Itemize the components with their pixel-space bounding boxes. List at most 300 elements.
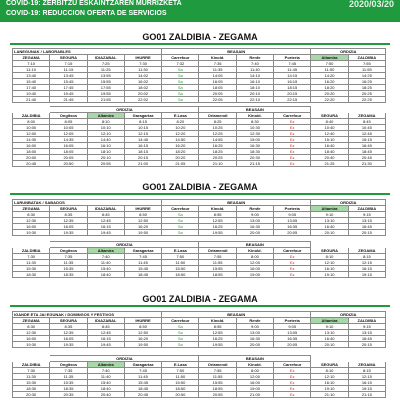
table-row [13, 230, 386, 236]
time-cell: 12:55 [199, 330, 236, 336]
stop-header: Garagartza [124, 362, 161, 368]
time-cell: 7:50 [162, 368, 199, 374]
time-cell: 16:05 [50, 143, 87, 149]
time-cell: 22:05 [199, 97, 236, 103]
time-cell: 20:45 [13, 161, 50, 167]
time-cell: 14:30 [13, 137, 50, 143]
time-cell: Ez [274, 380, 311, 386]
time-cell: 7:50 [311, 61, 348, 67]
time-cell: 20:05 [199, 91, 236, 97]
time-cell: 11:55 [199, 374, 236, 380]
time-cell: 10:20 [162, 125, 199, 131]
time-cell: 20:25 [348, 91, 385, 97]
time-cell: 9:10 [311, 324, 348, 330]
time-cell: 8:15 [124, 119, 161, 125]
time-cell: 22:15 [274, 97, 311, 103]
time-cell: Ez [274, 161, 311, 167]
header-title-basque: COVID-19: ZERBITZU ESKAINTZAREN MURRIZKETA [6, 0, 182, 7]
time-cell: Ez [274, 368, 311, 374]
timetable-outbound [12, 311, 386, 348]
time-cell: 16:15 [348, 380, 385, 386]
time-cell: 15:35 [50, 266, 87, 272]
time-cell: 14:50 [162, 137, 199, 143]
stop-header: Carrefour [274, 113, 311, 119]
stop-header: Altamira [311, 55, 348, 61]
time-cell: Sa [162, 91, 199, 97]
day-label: LANEGUNAK / LABORABLES [13, 49, 162, 55]
time-cell: 15:55 [87, 79, 124, 85]
stop-header: E.Lasa [162, 248, 199, 254]
time-cell: 14:20 [311, 73, 348, 79]
time-cell: 15:40 [13, 79, 50, 85]
stop-header: ZALDIBIA [348, 55, 385, 61]
stop-header: Kinold. [236, 362, 273, 368]
time-cell: 7:55 [199, 368, 236, 374]
stop-header: SEGURA [311, 113, 348, 119]
time-cell: 13:10 [311, 218, 348, 224]
time-cell: 12:55 [199, 218, 236, 224]
group-header-beasain: BEASAIN [162, 200, 311, 206]
time-cell: 11:55 [199, 260, 236, 266]
table-row [13, 272, 386, 278]
time-cell: 22:02 [124, 97, 161, 103]
time-cell: 16:25 [348, 79, 385, 85]
group-header-beasain: BEASAIN [199, 107, 311, 113]
time-cell: 20:40 [87, 392, 124, 398]
time-cell: 15:10 [311, 137, 348, 143]
time-cell: 19:35 [50, 342, 87, 348]
header-date: 2020/03/20 [348, 0, 394, 9]
time-cell: 10:25 [199, 125, 236, 131]
route-title: GO01 ZALDIBIA - ZEGAMA [142, 294, 258, 304]
time-cell: 19:35 [50, 230, 87, 236]
time-cell: 11:15 [50, 67, 87, 73]
time-cell: 11:25 [87, 67, 124, 73]
time-cell: 13:15 [348, 218, 385, 224]
time-cell: 11:40 [87, 260, 124, 266]
time-cell: 8:50 [124, 212, 161, 218]
time-cell: 7:40 [87, 368, 124, 374]
stop-header: SEGURA [311, 362, 348, 368]
time-cell: Ez [274, 125, 311, 131]
time-cell: 16:30 [236, 336, 273, 342]
stop-header: Porteria [274, 55, 311, 61]
time-cell: 18:50 [162, 272, 199, 278]
time-cell: 8:10 [87, 119, 124, 125]
time-cell: 18:30 [13, 386, 50, 392]
time-cell: 21:00 [236, 392, 273, 398]
time-cell: 20:45 [348, 155, 385, 161]
time-cell: 18:20 [162, 149, 199, 155]
timetable-inbound [12, 106, 386, 167]
time-cell: 7:45 [124, 368, 161, 374]
group-header-ordizia: ORDIZIA [50, 242, 199, 248]
stop-header: Altamira [311, 318, 348, 324]
stop-header: SEGURA [50, 206, 87, 212]
time-cell: 20:10 [311, 230, 348, 236]
group-header-ordizia: ORDIZIA [311, 49, 386, 55]
stop-header: Carrefour [162, 55, 199, 61]
time-cell: 20:25 [199, 155, 236, 161]
stop-header: ZEGAMA [13, 55, 50, 61]
time-cell: 13:10 [311, 330, 348, 336]
time-cell: Ez [274, 374, 311, 380]
time-cell: 18:00 [13, 149, 50, 155]
day-label: IGANDE ETA JAI EGUNAK / DOMINGOS Y FESTIVOS [13, 312, 162, 318]
time-cell: 16:15 [124, 143, 161, 149]
stop-header: Porteria [274, 318, 311, 324]
time-cell: 7:35 [50, 368, 87, 374]
time-cell: 20:30 [236, 155, 273, 161]
time-cell: 10:15 [124, 125, 161, 131]
time-cell: 16:00 [236, 266, 273, 272]
time-cell: 15:45 [124, 380, 161, 386]
time-cell: 11:30 [124, 67, 161, 73]
time-cell: 15:45 [50, 79, 87, 85]
time-cell: Sa [162, 212, 199, 218]
time-cell: 20:15 [348, 230, 385, 236]
time-cell: 18:45 [124, 272, 161, 278]
stop-header: Garagartza [124, 248, 161, 254]
time-cell: 20:00 [236, 230, 273, 236]
time-cell: 14:25 [348, 73, 385, 79]
time-cell: Sa [162, 73, 199, 79]
stop-header: Renfe [236, 55, 273, 61]
time-cell: 20:50 [162, 392, 199, 398]
time-cell: 7:40 [87, 254, 124, 260]
time-cell: 19:50 [124, 230, 161, 236]
group-header-ordizia: ORDIZIA [50, 107, 199, 113]
time-cell: 12:45 [87, 330, 124, 336]
time-cell: 7:30 [124, 61, 161, 67]
day-label: LARUNBATAK / SABADOS [13, 200, 162, 206]
time-cell: 14:45 [124, 137, 161, 143]
time-cell: 13:15 [348, 330, 385, 336]
time-cell: 9:15 [348, 324, 385, 330]
time-cell: 19:00 [236, 386, 273, 392]
stop-header: SEGURA [50, 318, 87, 324]
time-cell: 12:45 [348, 131, 385, 137]
time-cell: 14:02 [124, 73, 161, 79]
timetable-inbound [12, 241, 386, 278]
time-cell: 13:00 [236, 218, 273, 224]
time-cell: 18:05 [50, 149, 87, 155]
route-title: GO01 ZALDIBIA - ZEGAMA [142, 182, 258, 192]
time-cell: 8:35 [50, 324, 87, 330]
table-row [13, 392, 386, 398]
time-cell: 16:00 [236, 380, 273, 386]
time-cell: 12:30 [236, 131, 273, 137]
stop-header: Kinold. [199, 55, 236, 61]
time-cell: 14:35 [50, 137, 87, 143]
time-cell: 20:05 [50, 155, 87, 161]
stop-header: IDIAZABAL [87, 55, 124, 61]
time-cell: Sa [162, 67, 199, 73]
time-cell: 10:30 [236, 125, 273, 131]
time-cell: 20:05 [274, 342, 311, 348]
stop-header: ZEGAMA [348, 362, 385, 368]
stop-header: ZEGAMA [348, 248, 385, 254]
time-cell: 16:35 [274, 336, 311, 342]
stop-header: Carrefour [274, 362, 311, 368]
time-cell: 8:15 [348, 254, 385, 260]
time-cell: 10:00 [13, 125, 50, 131]
time-cell: 7:25 [87, 61, 124, 67]
time-cell: 19:55 [87, 91, 124, 97]
time-cell: 16:05 [50, 224, 87, 230]
group-header-beasain: BEASAIN [162, 49, 311, 55]
time-cell: 17:55 [87, 85, 124, 91]
time-cell: 21:25 [311, 161, 348, 167]
time-cell: 16:05 [199, 79, 236, 85]
time-cell: Sa [162, 79, 199, 85]
time-cell: 14:40 [87, 137, 124, 143]
time-cell: 18:05 [199, 85, 236, 91]
time-cell: 19:40 [13, 91, 50, 97]
group-header-beasain: BEASAIN [199, 356, 311, 362]
time-cell: 16:25 [199, 224, 236, 230]
time-cell: 16:15 [87, 224, 124, 230]
group-header-beasain: BEASAIN [199, 242, 311, 248]
time-cell: 20:15 [348, 342, 385, 348]
time-cell: 21:15 [348, 392, 385, 398]
time-cell: 12:00 [236, 374, 273, 380]
time-cell: Ez [274, 155, 311, 161]
time-cell: Ez [274, 137, 311, 143]
time-cell: 12:00 [236, 260, 273, 266]
time-cell: Sa [162, 85, 199, 91]
time-cell: 20:15 [124, 155, 161, 161]
time-cell: 21:00 [124, 161, 161, 167]
stop-header: Oriamendi [199, 362, 236, 368]
time-cell: 19:55 [199, 230, 236, 236]
time-cell: 12:05 [50, 131, 87, 137]
time-cell: 20:45 [124, 392, 161, 398]
stop-header: ZEGAMA [13, 206, 50, 212]
time-cell: 19:45 [87, 230, 124, 236]
time-cell: 16:10 [311, 380, 348, 386]
time-cell: 16:20 [124, 336, 161, 342]
group-header-ordizia: ORDIZIA [50, 356, 199, 362]
time-cell: Ez [274, 272, 311, 278]
stop-header: Ongitxos [50, 248, 87, 254]
time-cell: 8:45 [87, 324, 124, 330]
time-cell: 15:45 [124, 266, 161, 272]
timetable-outbound [12, 199, 386, 236]
timetable-outbound [12, 48, 386, 103]
time-cell: 9:05 [274, 324, 311, 330]
time-cell: 9:00 [236, 324, 273, 330]
time-cell: 8:35 [50, 212, 87, 218]
time-cell: 19:30 [13, 342, 50, 348]
time-cell: 8:40 [311, 119, 348, 125]
time-cell: 18:55 [199, 386, 236, 392]
time-cell: 11:50 [162, 374, 199, 380]
time-cell: 8:00 [13, 119, 50, 125]
time-cell: 7:32 [162, 61, 199, 67]
time-cell: 22:25 [348, 97, 385, 103]
time-cell: 12:00 [13, 131, 50, 137]
time-cell: 16:30 [236, 224, 273, 230]
time-cell: 15:50 [162, 380, 199, 386]
time-cell: 16:35 [274, 224, 311, 230]
stop-header: Garagartza [124, 113, 161, 119]
time-cell: 12:15 [348, 374, 385, 380]
time-cell: 8:20 [162, 119, 199, 125]
time-cell: 21:45 [50, 97, 87, 103]
time-cell: 8:45 [348, 119, 385, 125]
time-cell: Ez [274, 149, 311, 155]
time-cell: 7:45 [124, 254, 161, 260]
time-cell: 18:35 [50, 272, 87, 278]
time-cell: 8:05 [50, 119, 87, 125]
group-header-ordizia: ORDIZIA [311, 312, 386, 318]
time-cell: 10:05 [50, 125, 87, 131]
time-cell: 14:05 [199, 73, 236, 79]
table-row [13, 97, 386, 103]
time-cell: 12:50 [124, 218, 161, 224]
time-cell: 16:25 [199, 143, 236, 149]
time-cell: 16:05 [50, 336, 87, 342]
time-cell: 8:00 [236, 368, 273, 374]
time-cell: 20:55 [87, 161, 124, 167]
time-cell: 9:15 [348, 212, 385, 218]
stop-header: Altamira [87, 362, 124, 368]
stop-header: IDIAZABAL [87, 206, 124, 212]
time-cell: 16:00 [13, 143, 50, 149]
time-cell: 8:45 [87, 212, 124, 218]
time-cell: 21:40 [13, 97, 50, 103]
time-cell: 18:55 [199, 272, 236, 278]
time-cell: 7:55 [199, 254, 236, 260]
stop-header: Renfe [236, 318, 273, 324]
stop-header: Altamira [87, 113, 124, 119]
time-cell: 18:02 [124, 85, 161, 91]
time-cell: 13:45 [50, 73, 87, 79]
time-cell: 18:20 [311, 85, 348, 91]
time-cell: 16:15 [274, 79, 311, 85]
time-cell: Ez [274, 254, 311, 260]
time-cell: 8:00 [236, 254, 273, 260]
stop-header: ZEGAMA [348, 113, 385, 119]
time-cell: 14:10 [236, 73, 273, 79]
time-cell: 9:05 [274, 212, 311, 218]
time-cell: 18:30 [13, 272, 50, 278]
stop-header: Carrefour [162, 318, 199, 324]
time-cell: 21:15 [236, 161, 273, 167]
time-cell: 19:45 [87, 342, 124, 348]
time-cell: 19:10 [311, 386, 348, 392]
time-cell: 11:45 [124, 260, 161, 266]
time-cell: 21:30 [348, 161, 385, 167]
time-cell: 15:55 [199, 266, 236, 272]
time-cell: 10:40 [311, 125, 348, 131]
time-cell: 8:50 [124, 324, 161, 330]
stop-header: SEGURA [50, 55, 87, 61]
time-cell: Sa [162, 342, 199, 348]
time-cell: 8:55 [199, 324, 236, 330]
stop-header: Ongitxos [50, 113, 87, 119]
time-cell: 7:55 [348, 61, 385, 67]
stop-header: E.Lasa [162, 113, 199, 119]
time-cell: 15:30 [13, 380, 50, 386]
time-cell: 8:10 [311, 368, 348, 374]
time-cell: 8:10 [311, 254, 348, 260]
time-cell: 18:40 [87, 272, 124, 278]
stop-header: Kinold. [199, 318, 236, 324]
time-cell: 16:00 [13, 224, 50, 230]
time-cell: 13:40 [13, 73, 50, 79]
time-cell: 19:45 [50, 91, 87, 97]
time-cell: 16:25 [199, 336, 236, 342]
time-cell: 20:50 [50, 161, 87, 167]
time-cell: 18:30 [236, 149, 273, 155]
time-cell: 11:50 [311, 67, 348, 73]
time-cell: 18:15 [274, 85, 311, 91]
time-cell: 16:00 [13, 336, 50, 342]
time-cell: 20:00 [236, 342, 273, 348]
time-cell: 12:45 [87, 218, 124, 224]
time-cell: 20:10 [311, 342, 348, 348]
time-cell: Ez [274, 143, 311, 149]
time-cell: 15:40 [87, 266, 124, 272]
stop-header: ZEGAMA [13, 318, 50, 324]
time-cell: Ez [274, 266, 311, 272]
time-cell: 18:40 [311, 149, 348, 155]
stop-header: ZALDIBIA [13, 113, 50, 119]
time-cell: 11:40 [236, 67, 273, 73]
stop-header: ZALDIBIA [13, 362, 50, 368]
time-cell: 11:30 [13, 260, 50, 266]
time-cell: Sa [162, 330, 199, 336]
time-cell: 16:10 [311, 266, 348, 272]
time-cell: 9:00 [236, 212, 273, 218]
time-cell: 20:00 [13, 155, 50, 161]
group-header-beasain: BEASAIN [162, 312, 311, 318]
time-cell: 13:00 [236, 330, 273, 336]
time-cell: 21:10 [311, 392, 348, 398]
time-cell: 7:45 [274, 61, 311, 67]
time-cell: 16:10 [87, 143, 124, 149]
time-cell: 21:10 [199, 161, 236, 167]
time-cell: 7:50 [162, 254, 199, 260]
stop-header: Carrefour [274, 248, 311, 254]
time-cell: 16:40 [311, 143, 348, 149]
time-cell: 14:15 [274, 73, 311, 79]
stop-header: IDIAZABAL [87, 318, 124, 324]
stop-header: Ongitxos [50, 362, 87, 368]
time-cell: 20:55 [199, 392, 236, 398]
time-cell: 16:20 [162, 143, 199, 149]
time-cell: 20:05 [274, 230, 311, 236]
time-cell: 12:10 [87, 131, 124, 137]
time-cell: Sa [162, 230, 199, 236]
route-title: GO01 ZALDIBIA - ZEGAMA [142, 32, 258, 42]
time-cell: Ez [274, 392, 311, 398]
time-cell: 20:40 [311, 155, 348, 161]
time-cell: 19:55 [199, 342, 236, 348]
time-cell: 10:45 [348, 125, 385, 131]
time-cell: 11:30 [13, 374, 50, 380]
time-cell: 13:05 [274, 330, 311, 336]
time-cell: 16:10 [236, 79, 273, 85]
time-cell: 12:30 [13, 218, 50, 224]
time-cell: 18:50 [162, 386, 199, 392]
stop-header: Porteria [274, 206, 311, 212]
time-cell: 11:35 [199, 67, 236, 73]
time-cell: 15:50 [162, 266, 199, 272]
time-cell: 13:05 [274, 218, 311, 224]
